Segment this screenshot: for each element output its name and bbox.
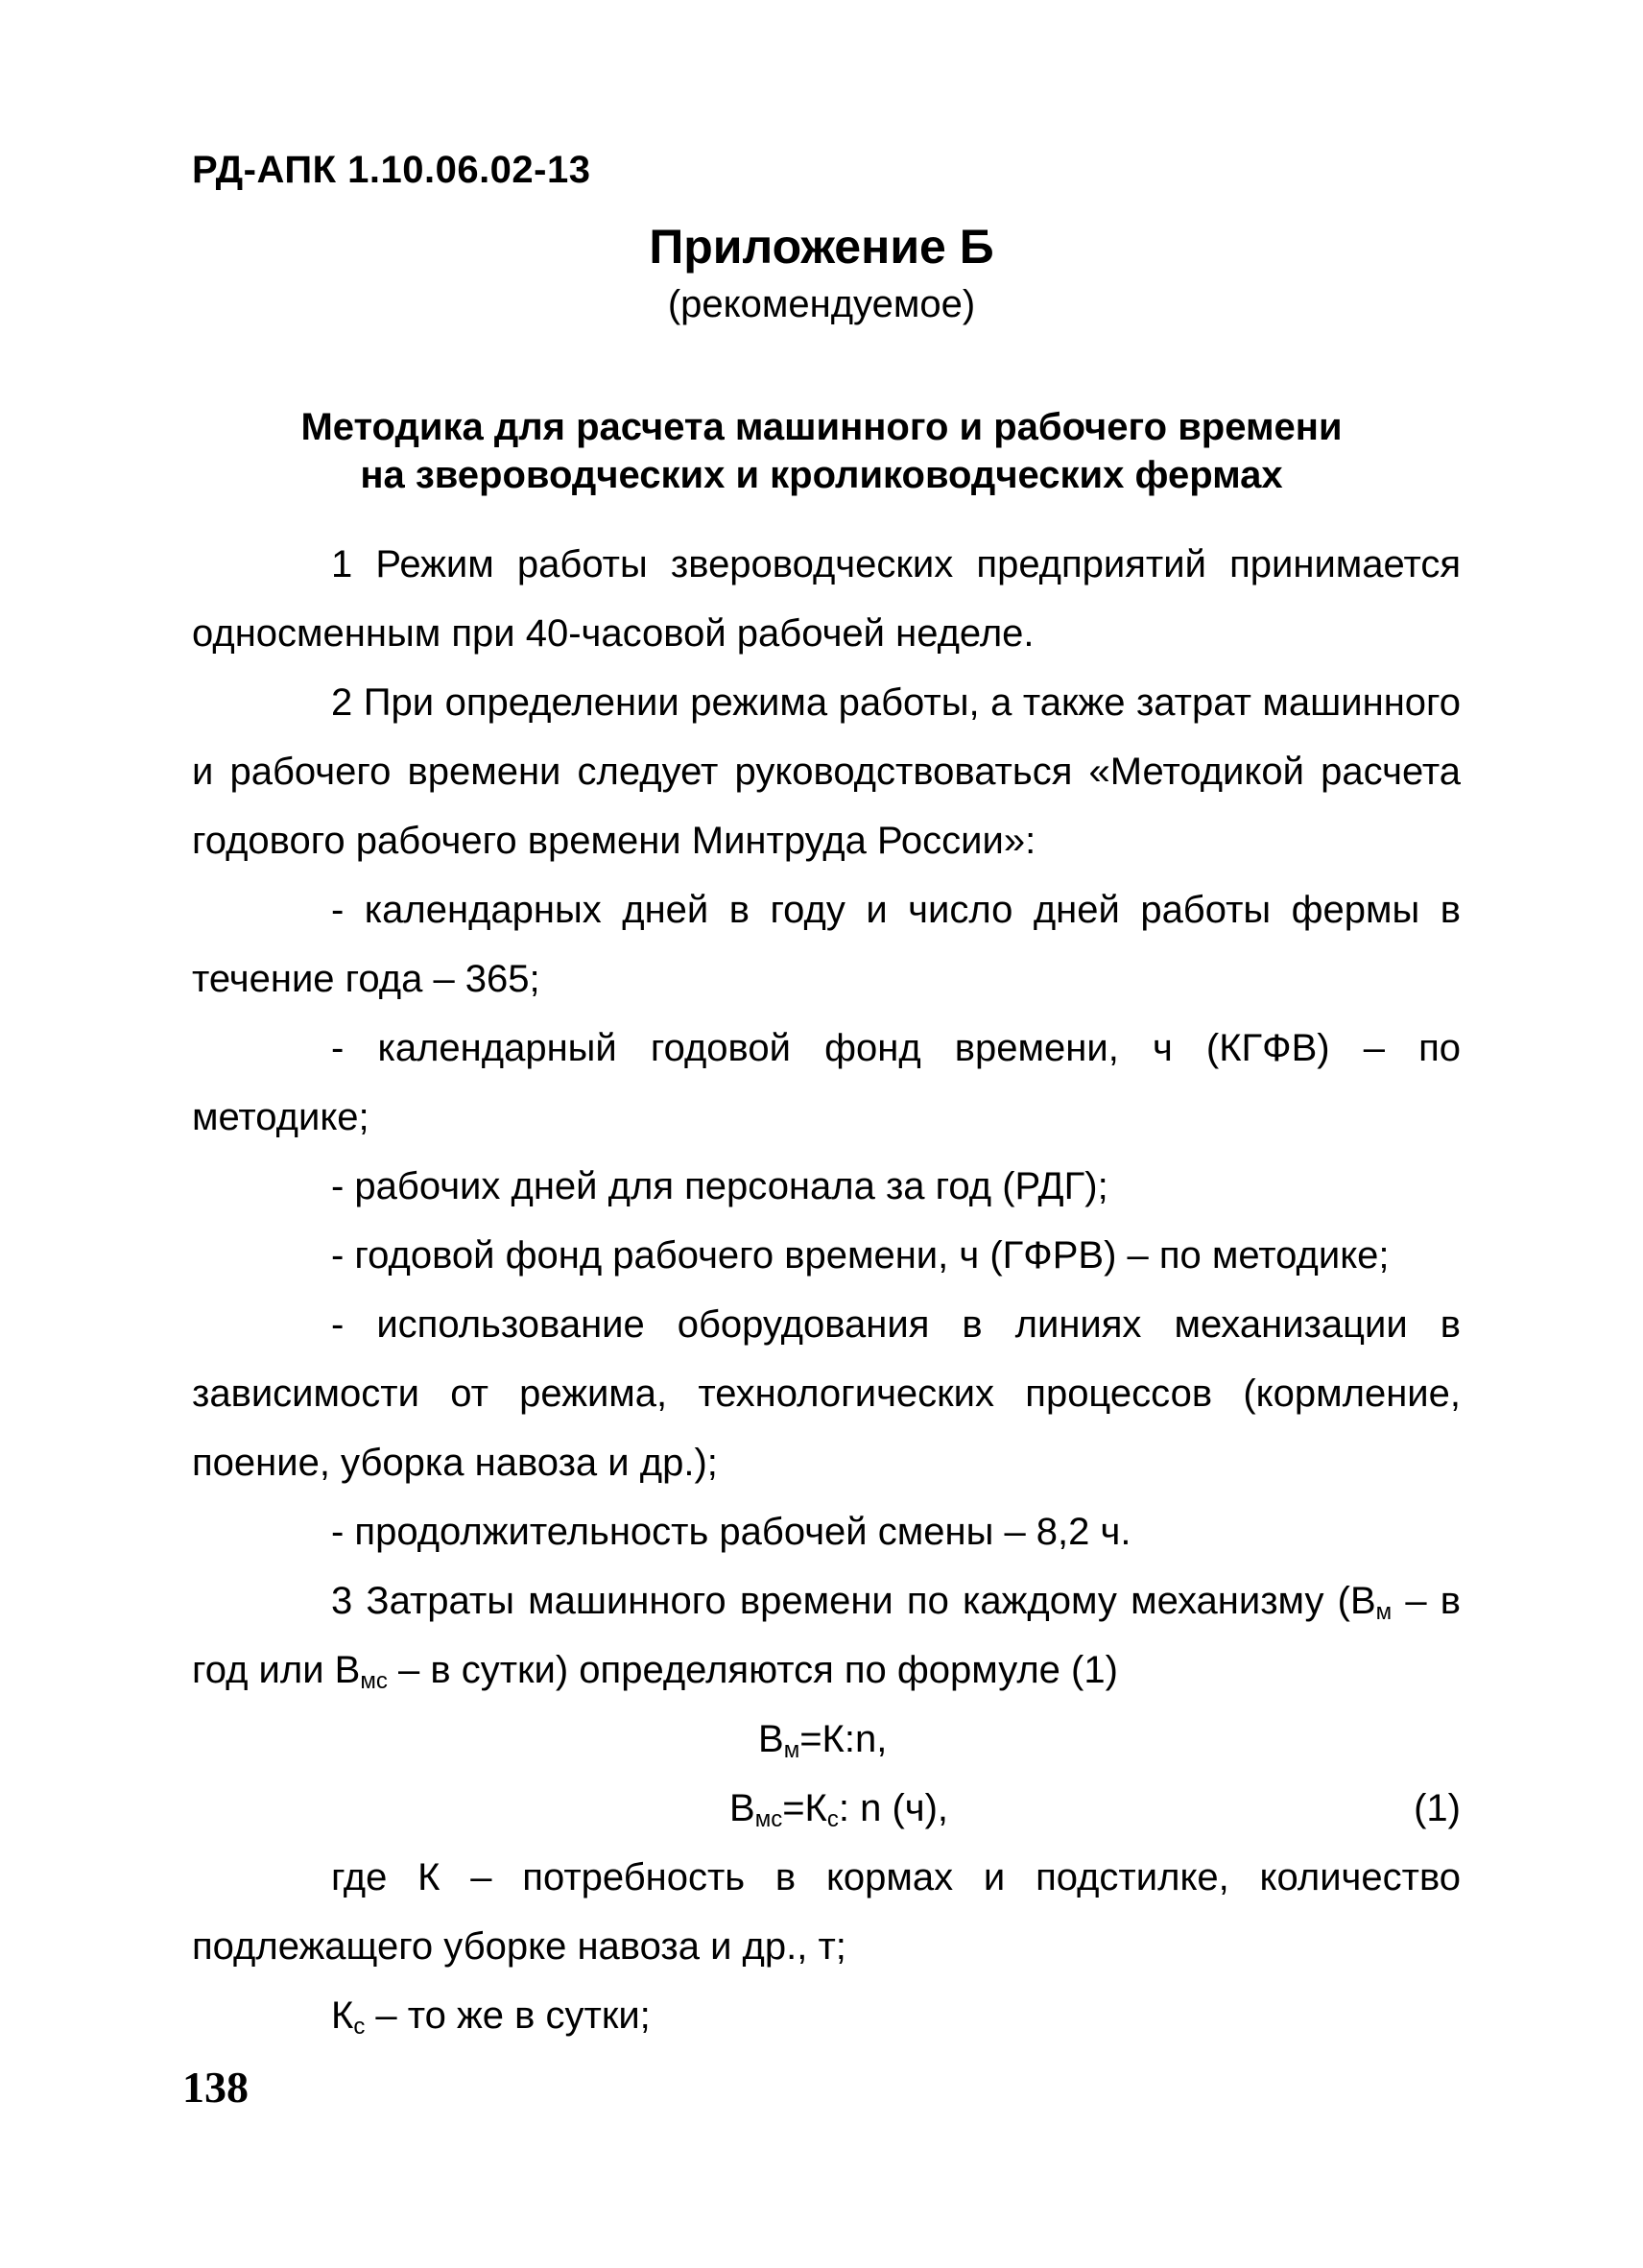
- paragraph-2: 2 При определении режима работы, а также затрат машинного и рабочего времени следует руководствоваться «Методикой расчета годового рабочего времени Минтруда России»:: [192, 681, 1461, 862]
- list-item-shift: - продолжительность рабочей смены – 8,2 ч.: [331, 1511, 1131, 1553]
- paragraph-kc: $К_с$ – то же в сутки;: [331, 1994, 651, 2040]
- paragraph-where: где К – потребность в кормах и подстилке, количество подлежащего уборке навоза и др., т;: [192, 1856, 1461, 1968]
- formula-annual: $В_м=К:n$,: [758, 1718, 888, 1763]
- document-code: РД-АПК 1.10.06.02-13: [192, 149, 591, 191]
- page-number: 138: [182, 2063, 249, 2112]
- list-item-equipment: - использование оборудования в линиях механизации в зависимости от режима, технологических процессов (кормление, поение, уборка навоза и др.);: [192, 1303, 1461, 1484]
- method-title: [0, 403, 1643, 499]
- formula-daily: $В_{мс}=К_с$: n (ч), (1): [192, 1774, 1461, 1843]
- paragraph-3: 3 Затраты машинного времени по каждому механизму ($В_м$ – в год или $В_{мс}$ – в сутки) определяются по формуле (1): [192, 1580, 1461, 1694]
- list-item-rdg: - рабочих дней для персонала за год (РДГ);: [331, 1165, 1108, 1207]
- formula-number: (1): [1414, 1787, 1461, 1829]
- document-body: [192, 530, 1461, 2050]
- list-item-gfrv: - годовой фонд рабочего времени, ч (ГФРВ) – по методике;: [331, 1234, 1390, 1277]
- list-item-kgfv: - календарный годовой фонд времени, ч (КГФВ) – по методике;: [192, 1027, 1461, 1138]
- paragraph-1: 1 Режим работы звероводческих предприятий принимается односменным при 40-часовой рабочей неделе.: [192, 543, 1461, 655]
- method-title-line-1: Методика для расчета машинного и рабочего времени: [300, 406, 1343, 448]
- method-title-line-2: на звероводческих и кролиководческих фермах: [360, 454, 1283, 496]
- appendix-note: (рекомендуемое): [667, 283, 976, 325]
- list-item-days: - календарных дней в году и число дней работы фермы в течение года – 365;: [192, 889, 1461, 1000]
- appendix-title: Приложение Б: [649, 220, 994, 274]
